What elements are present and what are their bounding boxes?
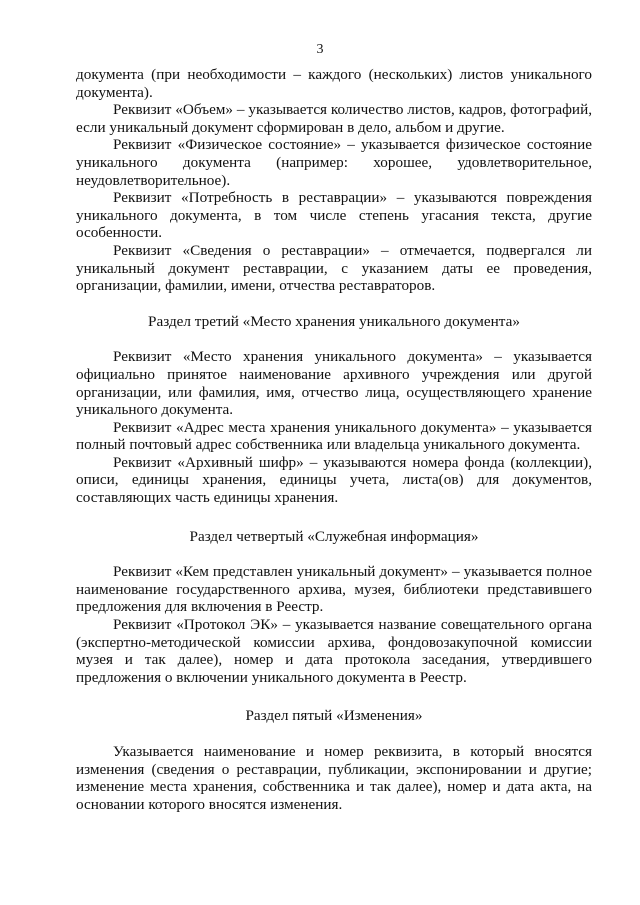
paragraph-storage-place: Реквизит «Место хранения уникального документа» – указывается официально принятое наименование архивного учреждения или другой организации, или фамилия, имя, отчество лица, осуществляющего хранение уникального документа. (76, 348, 592, 419)
paragraph-physical-condition: Реквизит «Физическое состояние» – указывается физическое состояние уникального документа (например: хорошее, удовлетворительное, неудовлетворительное). (76, 136, 592, 189)
section-heading-changes: Раздел пятый «Изменения» (245, 707, 423, 725)
paragraph-changes: Указывается наименование и номер реквизита, в который вносятся изменения (сведения о реставрации, публикации, экспонировании и другие; изменение места хранения, собственника и так далее), номер и дата акта, на основании которого вносятся изменения. (76, 743, 592, 813)
paragraph-storage-address: Реквизит «Адрес места хранения уникального документа» – указывается полный почтовый адрес собственника или владельца уникального документа. (76, 418, 592, 454)
paragraph-restoration-need: Реквизит «Потребность в реставрации» – указываются повреждения уникального документа, в том числе степень угасания текста, другие особенности. (76, 189, 592, 242)
section-heading-service-info: Раздел четвертый «Служебная информация» (189, 527, 479, 545)
paragraph-archive-code: Реквизит «Архивный шифр» – указываются номера фонда (коллекции), описи, единицы хранения, единицы учета, листа(ов) для документов, составляющих часть единицы хранения. (76, 453, 592, 507)
paragraph-restoration-info: Реквизит «Сведения о реставрации» – отмечается, подвергался ли уникальный документ реставрации, с указанием даты ее проведения, организации, фамилии, имени, отчества реставраторов. (76, 241, 592, 295)
paragraph-ek-protocol: Реквизит «Протокол ЭК» – указывается название совещательного органа (экспертно-методической комиссии архива, фондовозакупочной комиссии музея и так далее), номер и дата протокола заседания, утвердившего предложения о включении уникального документа в Реестр. (76, 616, 592, 686)
paragraph-submitted-by: Реквизит «Кем представлен уникальный документ» – указывается полное наименование государственного архива, музея, библиотеки представившего предложения для включения в Реестр. (76, 563, 592, 616)
page-number: 3 (316, 42, 324, 57)
paragraph-volume: Реквизит «Объем» – указывается количество листов, кадров, фотографий, если уникальный документ сформирован в дело, альбом и другие. (76, 101, 592, 136)
document-body (76, 66, 592, 813)
section-heading-storage: Раздел третий «Место хранения уникального документа» (148, 312, 520, 330)
paragraph-document-continuation: документа (при необходимости – каждого (нескольких) листов уникального документа). (76, 66, 592, 101)
